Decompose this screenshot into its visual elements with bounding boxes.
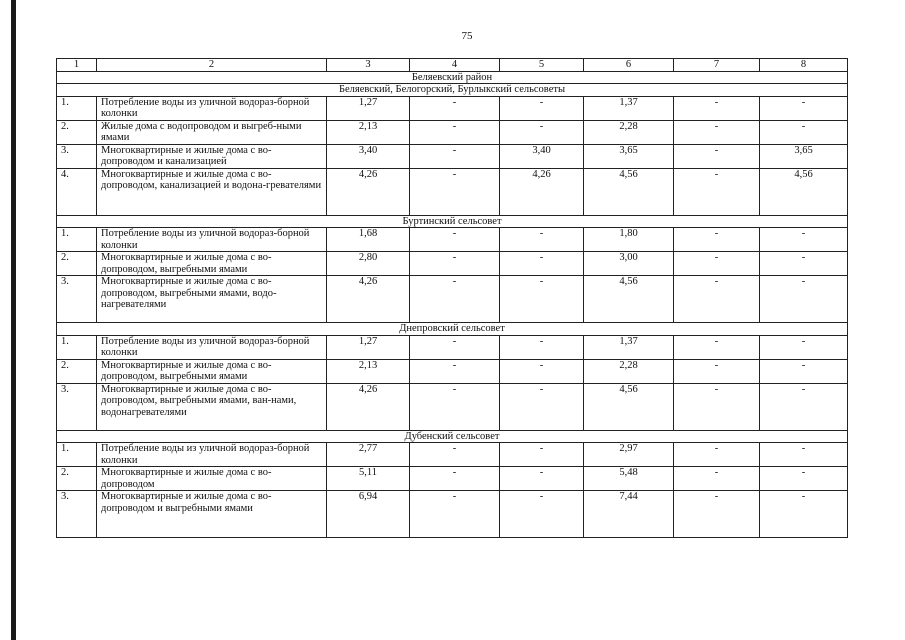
value-cell: 4,26 bbox=[500, 168, 584, 215]
value-cell: 3,40 bbox=[500, 144, 584, 168]
value-cell: 2,97 bbox=[584, 443, 674, 467]
council-title: Днепровский сельсовет bbox=[57, 323, 848, 336]
value-cell: 2,13 bbox=[327, 359, 410, 383]
value-cell: - bbox=[760, 467, 848, 491]
value-cell: - bbox=[674, 383, 760, 430]
value-cell: 2,28 bbox=[584, 120, 674, 144]
table-row bbox=[57, 443, 848, 467]
value-cell: - bbox=[410, 335, 500, 359]
table-row bbox=[57, 467, 848, 491]
value-cell: - bbox=[500, 335, 584, 359]
page-edge-bar bbox=[11, 0, 16, 640]
value-cell: - bbox=[410, 276, 500, 323]
value-cell: 7,44 bbox=[584, 491, 674, 538]
value-cell: - bbox=[760, 228, 848, 252]
row-number: 2. bbox=[57, 120, 97, 144]
value-cell: - bbox=[674, 96, 760, 120]
council-heading-row bbox=[57, 430, 848, 443]
value-cell: - bbox=[760, 491, 848, 538]
value-cell: - bbox=[410, 144, 500, 168]
row-number: 1. bbox=[57, 335, 97, 359]
row-number: 1. bbox=[57, 443, 97, 467]
council-heading-row bbox=[57, 84, 848, 97]
value-cell: - bbox=[410, 359, 500, 383]
row-description: Многоквартирные и жилые дома с во-допроводом, выгребными ямами bbox=[97, 252, 327, 276]
value-cell: - bbox=[410, 252, 500, 276]
value-cell: 3,40 bbox=[327, 144, 410, 168]
row-number: 3. bbox=[57, 276, 97, 323]
value-cell: 1,27 bbox=[327, 335, 410, 359]
table-row bbox=[57, 144, 848, 168]
table-row bbox=[57, 491, 848, 538]
value-cell: - bbox=[674, 144, 760, 168]
value-cell: - bbox=[500, 120, 584, 144]
table-row bbox=[57, 120, 848, 144]
council-heading-row bbox=[57, 215, 848, 228]
row-number: 3. bbox=[57, 144, 97, 168]
table-row bbox=[57, 228, 848, 252]
value-cell: - bbox=[410, 228, 500, 252]
table-row bbox=[57, 335, 848, 359]
council-title: Буртинский сельсовет bbox=[57, 215, 848, 228]
row-description: Многоквартирные и жилые дома с во-допроводом и канализацией bbox=[97, 144, 327, 168]
district-title: Беляевский район bbox=[57, 71, 848, 84]
value-cell: 4,26 bbox=[327, 276, 410, 323]
col-header: 8 bbox=[760, 59, 848, 72]
value-cell: 1,37 bbox=[584, 335, 674, 359]
row-description: Многоквартирные и жилые дома с во-допроводом, канализацией и водона-гревателями bbox=[97, 168, 327, 215]
column-number-row bbox=[57, 59, 848, 72]
value-cell: - bbox=[500, 383, 584, 430]
value-cell: - bbox=[674, 359, 760, 383]
table-body bbox=[57, 59, 848, 538]
row-description: Многоквартирные и жилые дома с во-допроводом bbox=[97, 467, 327, 491]
table-row bbox=[57, 168, 848, 215]
value-cell: 4,56 bbox=[584, 276, 674, 323]
value-cell: 3,65 bbox=[760, 144, 848, 168]
value-cell: - bbox=[500, 359, 584, 383]
council-heading-row bbox=[57, 323, 848, 336]
col-header: 7 bbox=[674, 59, 760, 72]
col-header: 4 bbox=[410, 59, 500, 72]
row-number: 3. bbox=[57, 383, 97, 430]
district-heading-row bbox=[57, 71, 848, 84]
value-cell: - bbox=[760, 359, 848, 383]
value-cell: - bbox=[500, 443, 584, 467]
council-title: Беляевский, Белогорский, Бурлыкский сельсоветы bbox=[57, 84, 848, 97]
value-cell: 2,77 bbox=[327, 443, 410, 467]
value-cell: - bbox=[674, 168, 760, 215]
row-description: Многоквартирные и жилые дома с во-допроводом, выгребными ямами bbox=[97, 359, 327, 383]
row-description: Многоквартирные и жилые дома с во-допроводом, выгребными ямами, водо-нагревателями bbox=[97, 276, 327, 323]
row-description: Потребление воды из уличной водораз-борной колонки bbox=[97, 228, 327, 252]
value-cell: - bbox=[760, 120, 848, 144]
value-cell: 5,11 bbox=[327, 467, 410, 491]
value-cell: 5,48 bbox=[584, 467, 674, 491]
page-number: 75 bbox=[461, 30, 473, 42]
value-cell: - bbox=[500, 228, 584, 252]
value-cell: - bbox=[760, 335, 848, 359]
row-description: Многоквартирные и жилые дома с во-допроводом и выгребными ямами bbox=[97, 491, 327, 538]
value-cell: - bbox=[760, 383, 848, 430]
col-header: 1 bbox=[57, 59, 97, 72]
row-number: 2. bbox=[57, 252, 97, 276]
council-title: Дубенский сельсовет bbox=[57, 430, 848, 443]
value-cell: 1,37 bbox=[584, 96, 674, 120]
value-cell: 4,26 bbox=[327, 383, 410, 430]
col-header: 5 bbox=[500, 59, 584, 72]
value-cell: 2,80 bbox=[327, 252, 410, 276]
value-cell: 4,26 bbox=[327, 168, 410, 215]
row-number: 3. bbox=[57, 491, 97, 538]
value-cell: - bbox=[500, 276, 584, 323]
value-cell: - bbox=[500, 467, 584, 491]
row-number: 2. bbox=[57, 467, 97, 491]
col-header: 2 bbox=[97, 59, 327, 72]
table-row bbox=[57, 383, 848, 430]
value-cell: 4,56 bbox=[584, 383, 674, 430]
value-cell: - bbox=[410, 168, 500, 215]
value-cell: - bbox=[410, 467, 500, 491]
value-cell: - bbox=[760, 96, 848, 120]
table-row bbox=[57, 276, 848, 323]
row-number: 2. bbox=[57, 359, 97, 383]
value-cell: - bbox=[674, 228, 760, 252]
value-cell: - bbox=[410, 120, 500, 144]
value-cell: - bbox=[410, 96, 500, 120]
row-number: 1. bbox=[57, 96, 97, 120]
value-cell: 1,80 bbox=[584, 228, 674, 252]
value-cell: - bbox=[674, 491, 760, 538]
value-cell: - bbox=[760, 443, 848, 467]
value-cell: - bbox=[500, 252, 584, 276]
col-header: 6 bbox=[584, 59, 674, 72]
tariff-table bbox=[56, 58, 848, 538]
value-cell: 3,00 bbox=[584, 252, 674, 276]
value-cell: - bbox=[674, 335, 760, 359]
value-cell: 3,65 bbox=[584, 144, 674, 168]
row-description: Потребление воды из уличной водораз-борной колонки bbox=[97, 335, 327, 359]
value-cell: - bbox=[674, 276, 760, 323]
value-cell: - bbox=[674, 443, 760, 467]
value-cell: 1,68 bbox=[327, 228, 410, 252]
value-cell: - bbox=[760, 276, 848, 323]
value-cell: - bbox=[410, 383, 500, 430]
value-cell: - bbox=[410, 491, 500, 538]
row-number: 4. bbox=[57, 168, 97, 215]
value-cell: - bbox=[500, 96, 584, 120]
row-description: Многоквартирные и жилые дома с во-допроводом, выгребными ямами, ван-нами, водонагревателями bbox=[97, 383, 327, 430]
row-description: Жилые дома с водопроводом и выгреб-ными ямами bbox=[97, 120, 327, 144]
value-cell: 2,28 bbox=[584, 359, 674, 383]
value-cell: - bbox=[410, 443, 500, 467]
row-description: Потребление воды из уличной водораз-борной колонки bbox=[97, 96, 327, 120]
row-number: 1. bbox=[57, 228, 97, 252]
value-cell: 4,56 bbox=[760, 168, 848, 215]
value-cell: 2,13 bbox=[327, 120, 410, 144]
value-cell: - bbox=[674, 252, 760, 276]
value-cell: 6,94 bbox=[327, 491, 410, 538]
value-cell: - bbox=[760, 252, 848, 276]
value-cell: - bbox=[500, 491, 584, 538]
value-cell: - bbox=[674, 120, 760, 144]
table-row bbox=[57, 96, 848, 120]
value-cell: - bbox=[674, 467, 760, 491]
value-cell: 1,27 bbox=[327, 96, 410, 120]
col-header: 3 bbox=[327, 59, 410, 72]
table-row bbox=[57, 252, 848, 276]
row-description: Потребление воды из уличной водораз-борной колонки bbox=[97, 443, 327, 467]
value-cell: 4,56 bbox=[584, 168, 674, 215]
table-row bbox=[57, 359, 848, 383]
